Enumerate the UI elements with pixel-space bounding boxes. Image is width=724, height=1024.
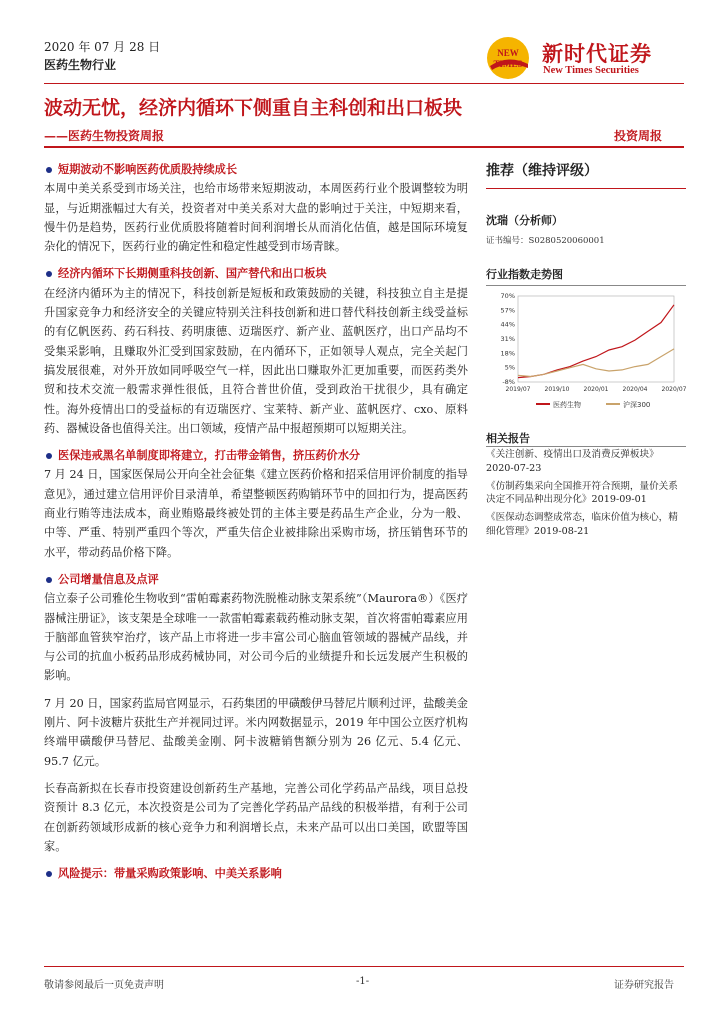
series-line [518, 305, 674, 378]
title-divider [44, 146, 684, 148]
y-tick-label: 57% [500, 306, 515, 315]
report-date: 2020 年 07 月 28 日 [44, 40, 161, 54]
section-heading: 经济内循环下长期侧重科技创新、国产替代和出口板块 [58, 266, 327, 281]
page-number: -1- [356, 976, 370, 987]
footer-divider [44, 966, 684, 967]
section-heading: 医保违戒黑名单制度即将建立，打击带金销售，挤压药价水分 [58, 448, 361, 463]
y-tick-label: 70% [500, 292, 515, 300]
related-report[interactable]: 《医保动态调整成常态，临床价值为核心，精细化管理》2019-08-21 [486, 512, 678, 537]
sidebar [486, 160, 686, 537]
x-tick-label: 2020/01 [583, 386, 609, 393]
logo-mark-line2: TIMES [493, 59, 523, 69]
logo-mark-line1: NEW [497, 48, 519, 58]
paragraph: 信立泰子公司雅伦生物收到“雷帕霉素药物洗脱椎动脉支架系统”（Maurora®）《医疗器械注册证》，该支架是全球唯一一款雷帕霉素载药椎动脉支架，首次将雷帕霉素应用于脑部血管狭窄治疗，该产品上市将进一步丰富公司心脑血管领域的器械产品线，并与公司的抗血小板药品形成药械协同，对公司今后的业绩提升和长远发展产生积极的影响。 [44, 592, 468, 683]
bullet-icon [46, 271, 52, 277]
chart-divider [486, 285, 686, 286]
industry-label: 医药生物行业 [44, 58, 117, 72]
footer-report-label: 证券研究报告 [614, 980, 674, 991]
series-line [518, 349, 674, 377]
section-heading: 公司增量信息及点评 [58, 571, 159, 586]
section [44, 264, 468, 438]
section-heading: 风险提示：带量采购政策影响、中美关系影响 [58, 866, 282, 881]
company-logo [486, 36, 686, 86]
related-report[interactable]: 《关注创新、疫情出口及消费反弹板块》2020-07-23 [486, 449, 659, 474]
x-tick-label: 2020/04 [622, 386, 648, 393]
bullet-icon [46, 167, 52, 173]
report-subtitle: ——医药生物投资周报 [44, 129, 165, 143]
index-chart-svg [486, 290, 686, 418]
analyst-cert: 证书编号：S0280520060001 [486, 236, 605, 246]
logo-mark-icon [486, 36, 530, 80]
y-tick-label: 31% [500, 335, 515, 343]
section [44, 446, 468, 562]
legend-label: 医药生物 [553, 401, 581, 409]
logo-name-cn: 新时代证券 [542, 42, 652, 66]
x-tick-label: 2020/07 [661, 386, 686, 393]
main-content [44, 160, 468, 891]
related-divider [486, 446, 686, 447]
logo-name-en: New Times Securities [543, 65, 639, 76]
footer-disclaimer: 敬请参阅最后一页免责声明 [44, 980, 164, 991]
section [44, 864, 468, 883]
recommendation-rating: 推荐（维持评级） [486, 160, 686, 189]
paragraph: 长春高新拟在长春市投资建设创新药生产基地，完善公司化学药品产品线，项目总投资预计 8.3 亿元，本次投资是公司为了完善化学药品产品线的积极举措，有利于公司在创新药领域形成新的核心竞争力和利润增长点，未来产品可以出口美国，欧盟等国家。 [44, 781, 468, 853]
bullet-icon [46, 577, 52, 583]
y-tick-label: 18% [500, 349, 515, 358]
paragraph: 本周中美关系受到市场关注，也给市场带来短期波动，本周医药行业个股调整较为明显，与近期涨幅过大有关，投资者对中美关系对大盘的影响过于关注，中短期来看，慢牛仍是趋势，医药行业优质股将随着时间利润增长从而消化估值，越是国际环境复杂化的情况下，医药行业的确定性和稳定性越受到市场青睐。 [44, 182, 468, 254]
y-tick-label: -8% [502, 378, 515, 386]
related-list [486, 448, 686, 543]
header-divider [44, 83, 684, 84]
bullet-icon [46, 871, 52, 877]
related-title: 相关报告 [486, 432, 530, 445]
paragraph: 在经济内循环为主的情况下，科技创新是短板和政策鼓励的关键，科技独立自主是提升国家竞争力和经济安全的关键应特别关注科技创新和进口替代科技创新主线受益标的有亿帆医药、药石科技、药明康德、迈瑞医疗、新产业、蓝帆医疗，出口产品均不受集采影响，且赚取外汇受到国家鼓励，在内循环下，正如领导人观点，完全关起门搞发展很难，对外开放如同呼吸空气一样，因此出口赚取外汇更加重要，而医药类外贸和技术交流一般需求弹性很低，且符合普世价值，受到政治干扰很少，具有确定性。海外疫情出口的受益标的有迈瑞医疗、宝莱特、新产业、蓝帆医疗、cxo、原料药、器械设备也值得关注。出口领域，疫情产品中报超预期可以短期关注。 [44, 286, 468, 435]
chart-title: 行业指数走势图 [486, 268, 563, 281]
paragraph: 7 月 24 日，国家医保局公开向全社会征集《建立医药价格和招采信用评价制度的指导意见》，通过建立信用评价目录清单，希望整顿医药购销环节中的回扣行为，提高医药商业行贿等违法成本，商业贿赂最终被处罚的主体主要是药品生产企业，分为一般、中等、严重、特别严重四个等次，严重失信企业被排除出采购市场，挤压销售环节的水平，带动药品价格下降。 [44, 468, 468, 559]
bullet-icon [46, 453, 52, 459]
report-type: 投资周报 [614, 129, 663, 143]
section [44, 570, 468, 856]
analyst-name: 沈瑞（分析师） [486, 214, 563, 227]
y-tick-label: 5% [504, 363, 515, 372]
x-tick-label: 2019/07 [505, 386, 531, 393]
section-heading: 短期波动不影响医药优质股持续成长 [58, 162, 238, 176]
report-title: 波动无忧，经济内循环下侧重自主科创和出口板块 [44, 97, 463, 119]
paragraph: 7 月 20 日，国家药监局官网显示，石药集团的甲磺酸伊马替尼片顺利过评，盐酸美金刚片、阿卡波糖片获批生产并视同过评。米内网数据显示，2019 年中国公立医疗机构终端甲磺酸伊马替尼、盐酸美金刚、阿卡波糖销售额分别为 26 亿元、5.4 亿元、95.7 亿元。 [44, 696, 468, 768]
x-tick-label: 2019/10 [544, 386, 570, 393]
index-chart [486, 290, 686, 418]
legend-label: 沪深300 [623, 401, 651, 409]
section [44, 160, 468, 256]
related-report[interactable]: 《仿制药集采向全国推开符合预期，量价关系决定不同品种出现分化》2019-09-01 [486, 480, 678, 506]
y-tick-label: 44% [500, 320, 515, 329]
